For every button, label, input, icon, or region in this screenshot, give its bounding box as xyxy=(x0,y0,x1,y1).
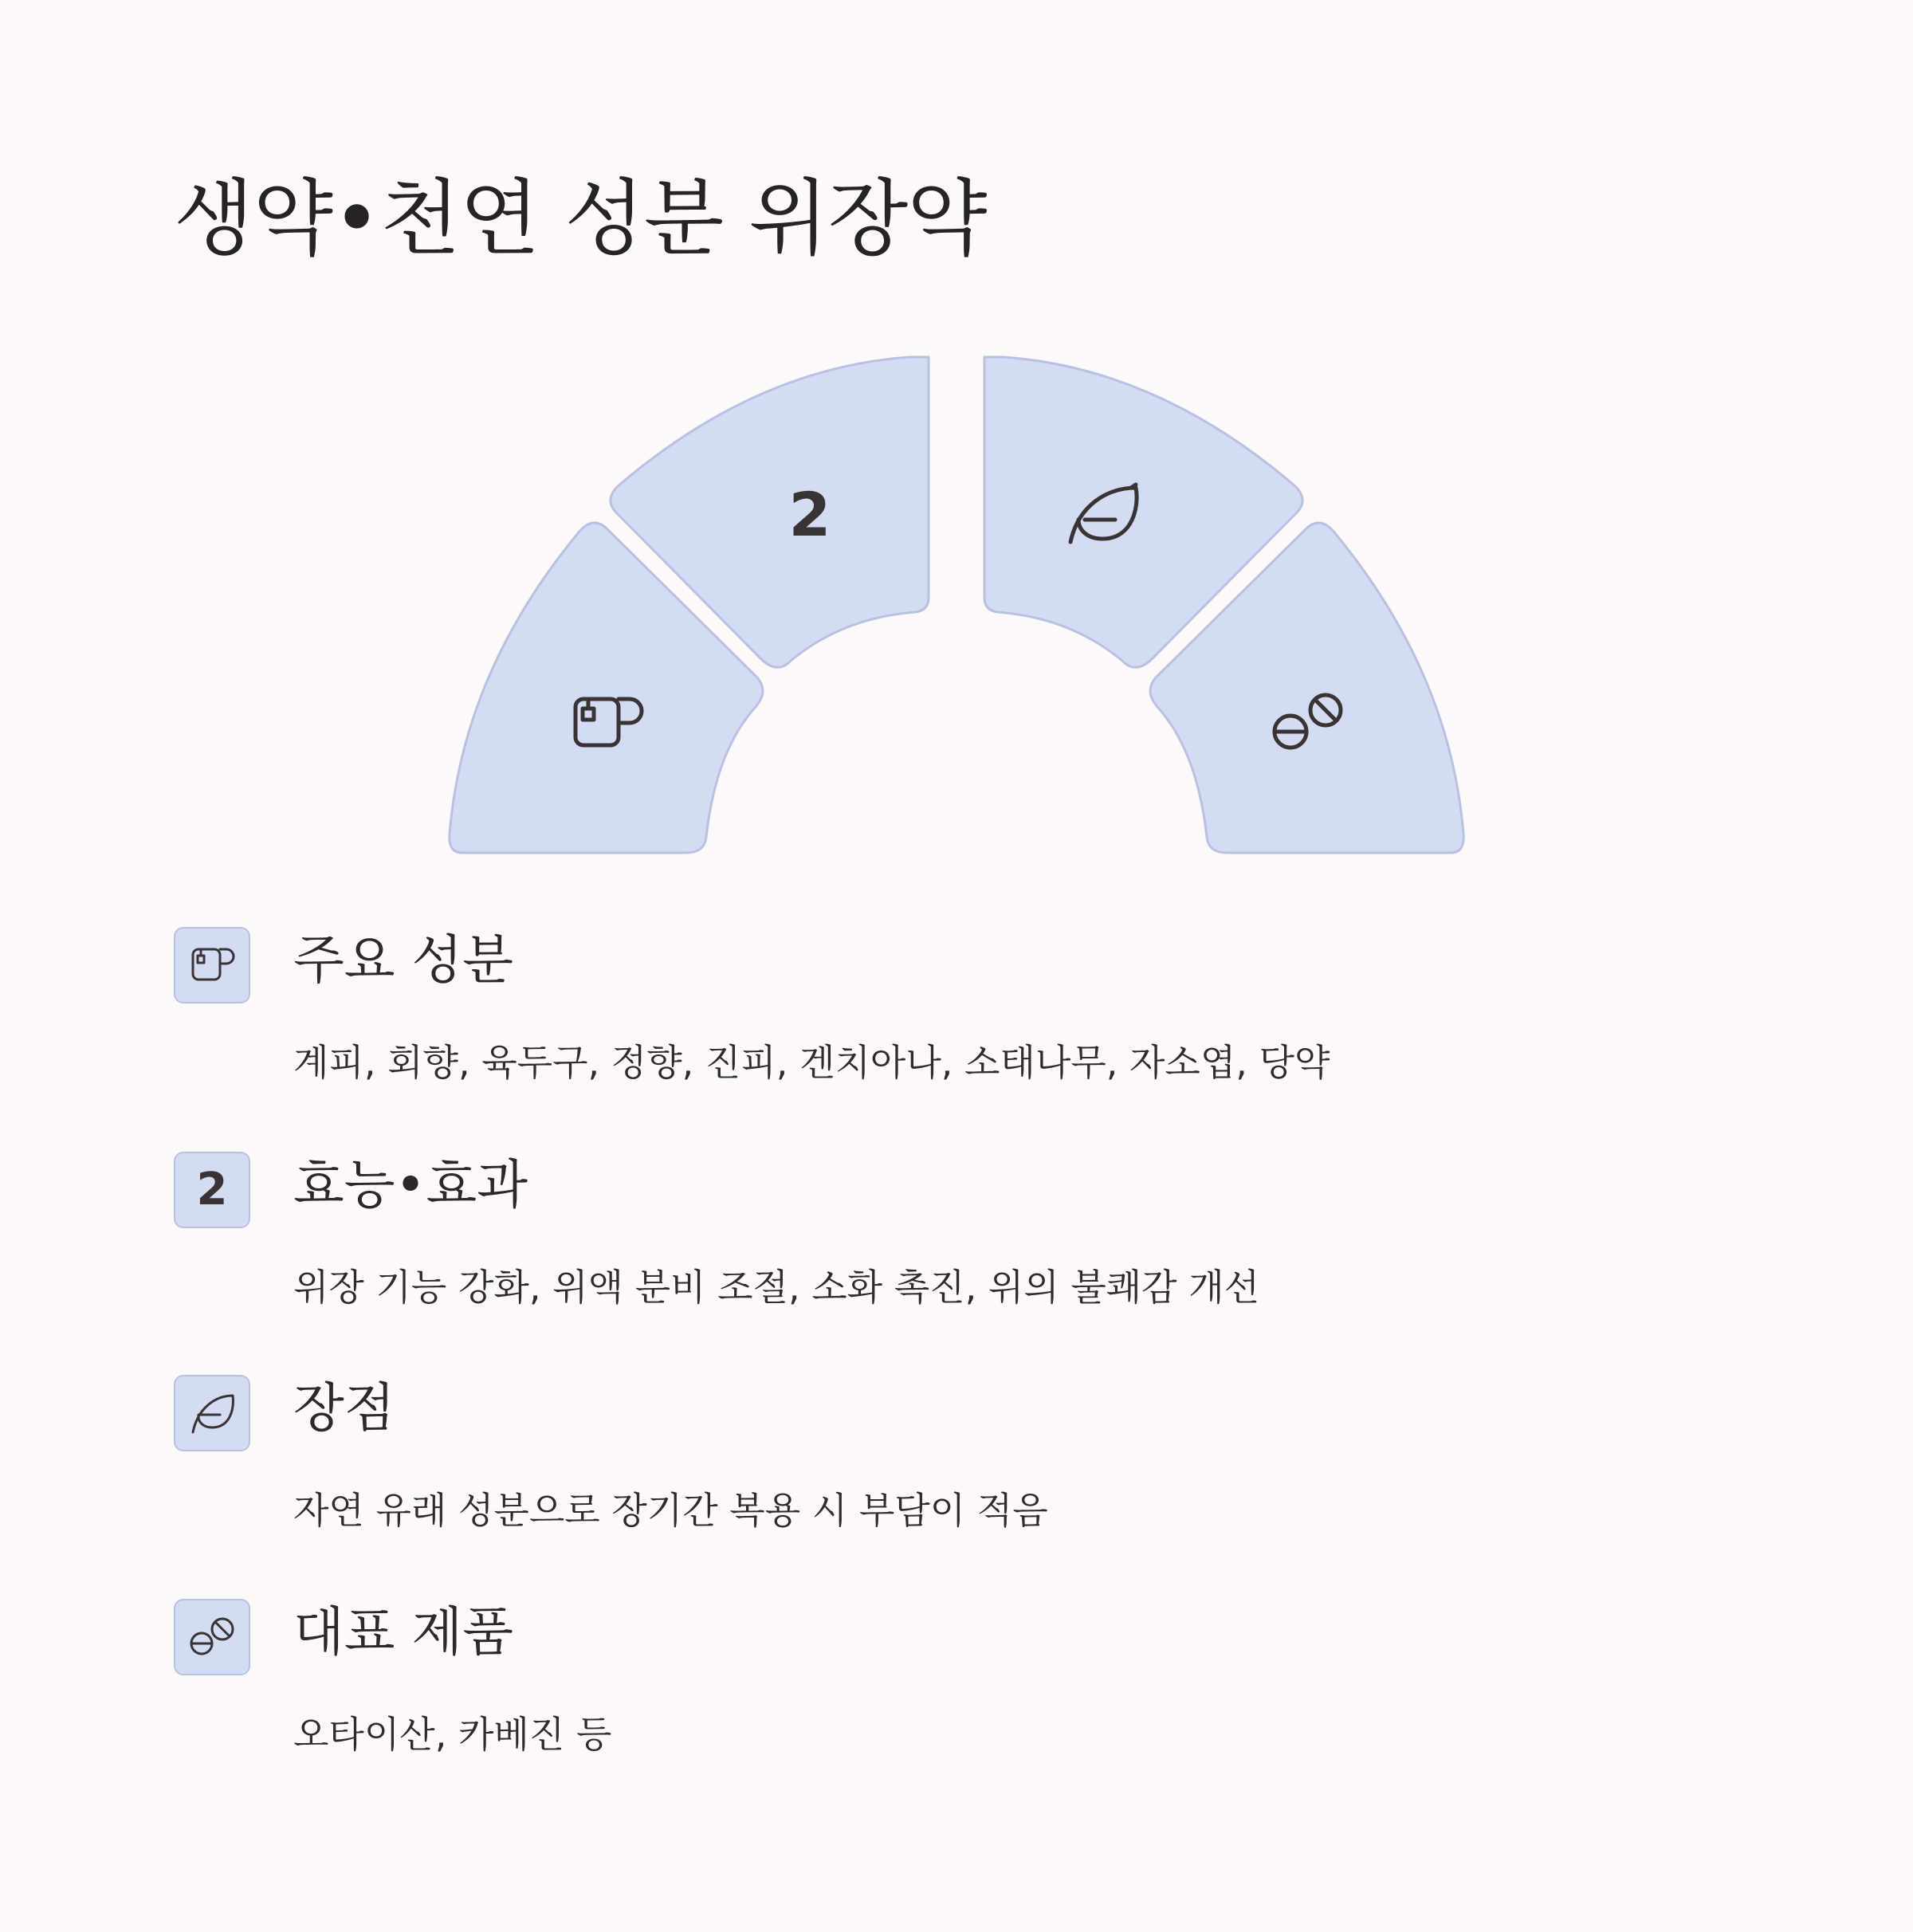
list-item-effects xyxy=(174,1152,1728,1327)
list-item-ingredients xyxy=(174,927,1728,1102)
number-two: 2 xyxy=(196,1164,228,1215)
item-badge xyxy=(174,1152,250,1228)
fan-diagram xyxy=(0,0,1913,877)
item-description: 자연 유래 성분으로 장기간 복용 시 부담이 적음 xyxy=(293,1489,1048,1532)
page-title: 생약•천연 성분 위장약 xyxy=(174,170,987,267)
item-description: 계피, 회향, 육두구, 정향, 진피, 겐치아나, 소태나무, 자소엽, 당약 xyxy=(293,1041,1330,1084)
item-title: 효능•효과 xyxy=(293,1154,528,1215)
item-description: 오타이산, 카베진 등 xyxy=(293,1713,612,1756)
item-title: 주요 성분 xyxy=(293,929,514,991)
list-item-advantages xyxy=(174,1375,1728,1550)
item-description: 위장 기능 강화, 위액 분비 조절, 소화 촉진, 위의 불쾌감 개선 xyxy=(293,1266,1260,1309)
item-title: 대표 제품 xyxy=(293,1601,514,1663)
number-two: 2 xyxy=(788,479,831,550)
list-item-products xyxy=(174,1599,1728,1774)
item-badge xyxy=(174,927,250,1003)
item-badge xyxy=(174,1375,250,1451)
pills-icon xyxy=(187,1612,238,1663)
item-title: 장점 xyxy=(293,1377,395,1439)
item-badge xyxy=(174,1599,250,1675)
mug-icon xyxy=(187,940,238,991)
leaf-icon xyxy=(187,1388,238,1439)
